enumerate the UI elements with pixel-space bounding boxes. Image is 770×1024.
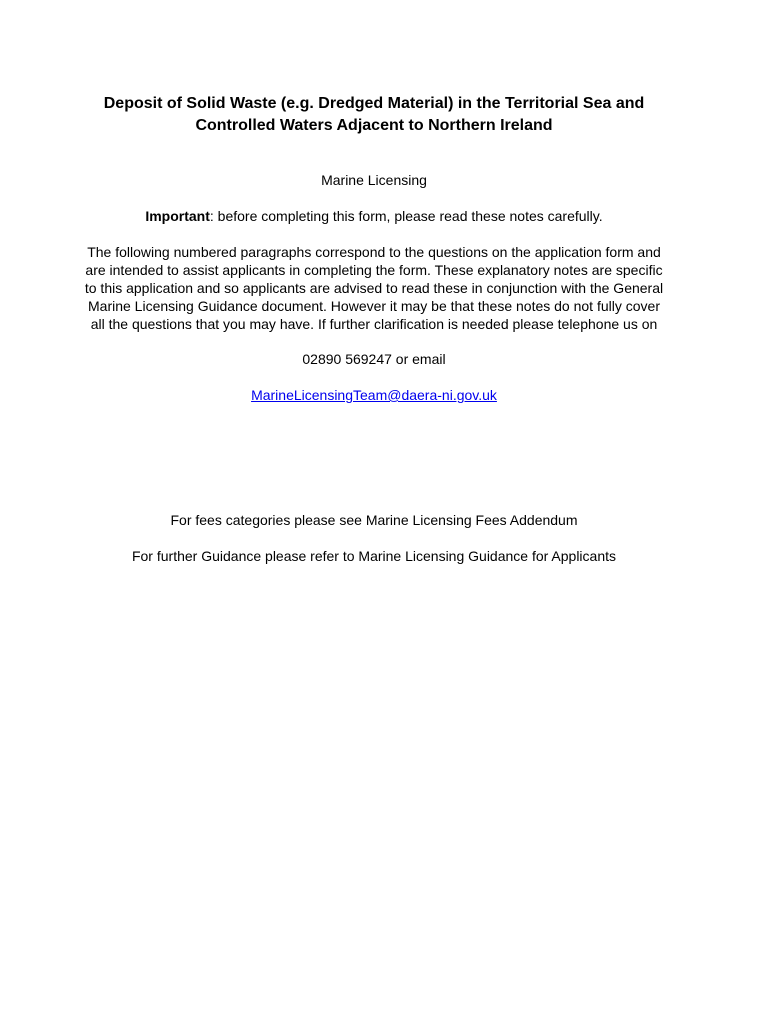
intro-line: all the questions that you may have. If further clarification is needed please telephone us on: [90, 316, 658, 332]
document-subtitle: Marine Licensing: [321, 172, 427, 188]
document-title: [40, 93, 708, 137]
important-notice: [40, 207, 708, 225]
intro-line: to this application and so applicants are advised to read these in conjunction with the General: [84, 280, 664, 296]
guidance-note: For further Guidance please refer to Marine Licensing Guidance for Applicants: [131, 548, 617, 564]
intro-line: are intended to assist applicants in completing the form. These explanatory notes are specific: [85, 262, 663, 278]
intro-line: The following numbered paragraphs correspond to the questions on the application form and: [87, 244, 661, 260]
important-text: : before completing this form, please read these notes carefully.: [209, 208, 603, 224]
title-line-1: Deposit of Solid Waste (e.g. Dredged Material) in the Territorial Sea and: [103, 95, 645, 112]
phone-contact: 02890 569247 or email: [302, 351, 446, 367]
title-line-2: Controlled Waters Adjacent to Northern Ireland: [195, 117, 553, 134]
intro-line: Marine Licensing Guidance document. However it may be that these notes do not fully cover: [88, 298, 660, 314]
intro-paragraph: [40, 243, 708, 333]
fees-note: For fees categories please see Marine Licensing Fees Addendum: [170, 512, 578, 528]
important-label: Important: [145, 208, 210, 224]
email-contact: [40, 386, 708, 404]
email-link[interactable]: MarineLicensingTeam@daera-ni.gov.uk: [251, 387, 497, 403]
